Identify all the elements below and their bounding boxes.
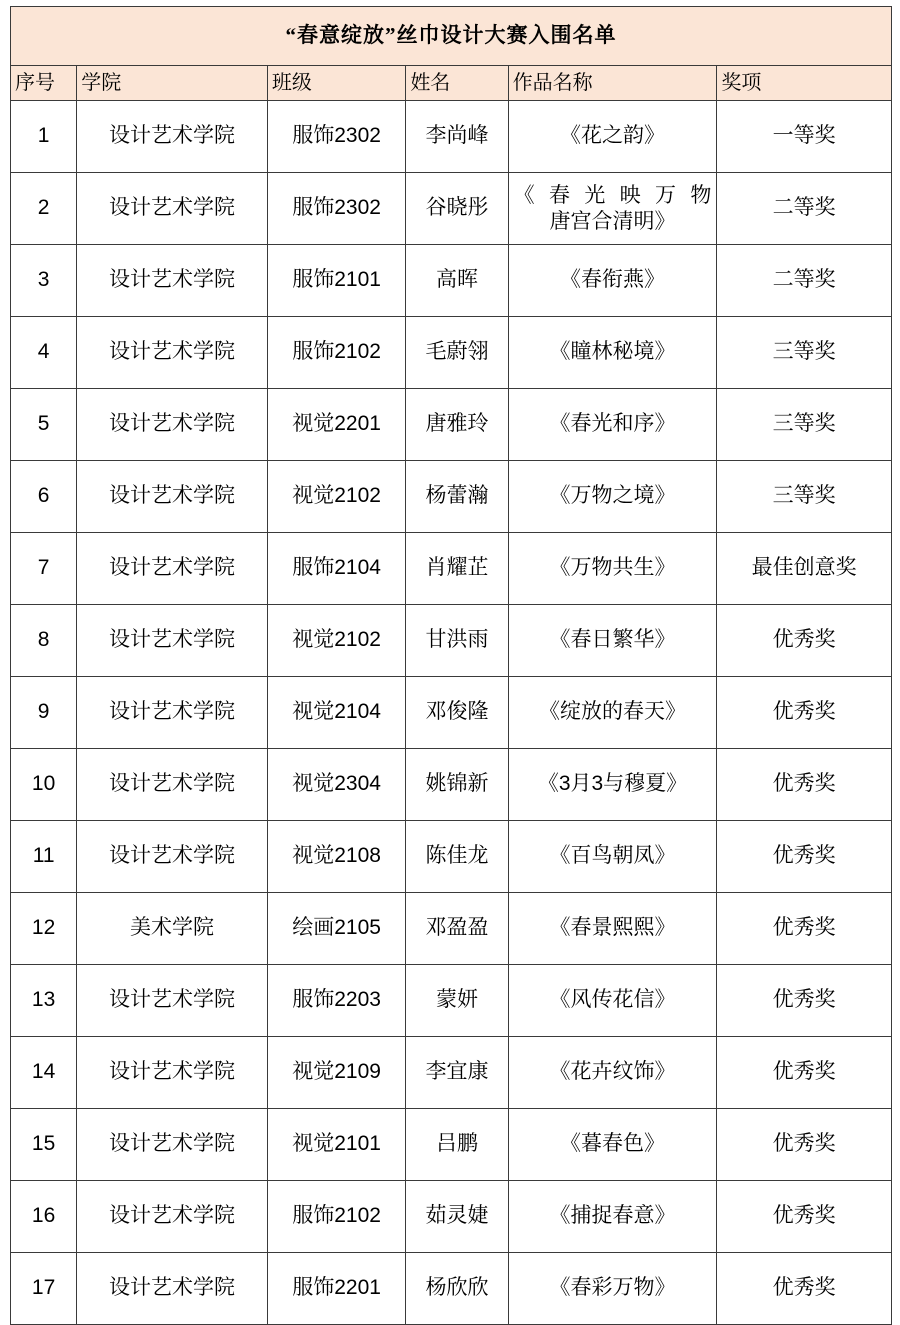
- cell-class: 视觉2102: [267, 605, 405, 677]
- cell-name: 李尚峰: [406, 101, 508, 173]
- cell-name: 杨欣欣: [406, 1253, 508, 1325]
- cell-work: 《百鸟朝凤》: [508, 821, 717, 893]
- table-row: [11, 317, 892, 389]
- cell-class: 服饰2302: [267, 101, 405, 173]
- cell-college: 设计艺术学院: [77, 1253, 268, 1325]
- cell-work: 《暮春色》: [508, 1109, 717, 1181]
- cell-college: 设计艺术学院: [77, 101, 268, 173]
- cell-no: 10: [11, 749, 77, 821]
- cell-work: 《春景熙熙》: [508, 893, 717, 965]
- cell-no: 12: [11, 893, 77, 965]
- table-row: [11, 605, 892, 677]
- column-header-award: 奖项: [717, 66, 892, 101]
- table-row: [11, 245, 892, 317]
- cell-college: 设计艺术学院: [77, 389, 268, 461]
- cell-work-line2: 唐宫合清明》: [549, 209, 676, 233]
- cell-name: 茹灵婕: [406, 1181, 508, 1253]
- page-title: “春意绽放”丝巾设计大赛入围名单: [11, 7, 892, 66]
- column-header-no: 序号: [11, 66, 77, 101]
- cell-work: 《花之韵》: [508, 101, 717, 173]
- cell-no: 11: [11, 821, 77, 893]
- cell-award: 优秀奖: [717, 677, 892, 749]
- cell-work: 《春衔燕》: [508, 245, 717, 317]
- cell-class: 视觉2104: [267, 677, 405, 749]
- cell-award: 优秀奖: [717, 605, 892, 677]
- cell-no: 6: [11, 461, 77, 533]
- cell-college: 设计艺术学院: [77, 677, 268, 749]
- title-row: [11, 7, 892, 66]
- cell-class: 服饰2102: [267, 317, 405, 389]
- cell-work: 《3月3与穆夏》: [508, 749, 717, 821]
- cell-name: 高晖: [406, 245, 508, 317]
- cell-college: 设计艺术学院: [77, 605, 268, 677]
- cell-college: 设计艺术学院: [77, 1181, 268, 1253]
- cell-name: 邓盈盈: [406, 893, 508, 965]
- cell-work: 《万物共生》: [508, 533, 717, 605]
- table-row: [11, 173, 892, 245]
- table-row: [11, 1037, 892, 1109]
- cell-award: 优秀奖: [717, 1253, 892, 1325]
- cell-class: 视觉2102: [267, 461, 405, 533]
- cell-award: 优秀奖: [717, 1109, 892, 1181]
- cell-work: 《春彩万物》: [508, 1253, 717, 1325]
- cell-award: 二等奖: [717, 173, 892, 245]
- finalists-table: [10, 6, 892, 1325]
- cell-award: 最佳创意奖: [717, 533, 892, 605]
- cell-no: 17: [11, 1253, 77, 1325]
- cell-class: 视觉2201: [267, 389, 405, 461]
- cell-no: 2: [11, 173, 77, 245]
- cell-class: 服饰2102: [267, 1181, 405, 1253]
- table-row: [11, 461, 892, 533]
- cell-no: 4: [11, 317, 77, 389]
- cell-no: 16: [11, 1181, 77, 1253]
- cell-class: 服饰2101: [267, 245, 405, 317]
- cell-college: 设计艺术学院: [77, 245, 268, 317]
- column-header-name: 姓名: [406, 66, 508, 101]
- cell-name: 谷晓彤: [406, 173, 508, 245]
- table-row: [11, 749, 892, 821]
- cell-name: 陈佳龙: [406, 821, 508, 893]
- cell-class: 视觉2101: [267, 1109, 405, 1181]
- cell-college: 设计艺术学院: [77, 173, 268, 245]
- cell-name: 毛蔚翎: [406, 317, 508, 389]
- column-header-college: 学院: [77, 66, 268, 101]
- cell-work: 《花卉纹饰》: [508, 1037, 717, 1109]
- cell-work: 《捕捉春意》: [508, 1181, 717, 1253]
- cell-work-line1: 《 春 光 映 万 物: [513, 184, 712, 208]
- cell-award: 优秀奖: [717, 1181, 892, 1253]
- cell-work: 《春日繁华》: [508, 605, 717, 677]
- table-row: [11, 1181, 892, 1253]
- cell-no: 7: [11, 533, 77, 605]
- cell-work: 《风传花信》: [508, 965, 717, 1037]
- cell-award: 三等奖: [717, 461, 892, 533]
- cell-class: 服饰2104: [267, 533, 405, 605]
- cell-work: 《绽放的春天》: [508, 677, 717, 749]
- cell-college: 设计艺术学院: [77, 821, 268, 893]
- cell-work: 《瞳林秘境》: [508, 317, 717, 389]
- column-header-class: 班级: [267, 66, 405, 101]
- cell-award: 一等奖: [717, 101, 892, 173]
- cell-no: 5: [11, 389, 77, 461]
- cell-work: [508, 173, 717, 245]
- cell-name: 杨蕾瀚: [406, 461, 508, 533]
- cell-class: 服饰2201: [267, 1253, 405, 1325]
- cell-award: 优秀奖: [717, 749, 892, 821]
- cell-work: 《万物之境》: [508, 461, 717, 533]
- cell-class: 视觉2109: [267, 1037, 405, 1109]
- cell-name: 邓俊隆: [406, 677, 508, 749]
- cell-award: 优秀奖: [717, 893, 892, 965]
- cell-award: 优秀奖: [717, 965, 892, 1037]
- cell-name: 姚锦新: [406, 749, 508, 821]
- cell-award: 优秀奖: [717, 821, 892, 893]
- cell-college: 美术学院: [77, 893, 268, 965]
- cell-name: 唐雅玲: [406, 389, 508, 461]
- cell-college: 设计艺术学院: [77, 1037, 268, 1109]
- cell-award: 二等奖: [717, 245, 892, 317]
- table-row: [11, 893, 892, 965]
- cell-name: 甘洪雨: [406, 605, 508, 677]
- cell-college: 设计艺术学院: [77, 317, 268, 389]
- cell-college: 设计艺术学院: [77, 461, 268, 533]
- table-row: [11, 533, 892, 605]
- cell-class: 服饰2203: [267, 965, 405, 1037]
- cell-no: 9: [11, 677, 77, 749]
- table-row: [11, 677, 892, 749]
- table-row: [11, 821, 892, 893]
- table-row: [11, 965, 892, 1037]
- cell-college: 设计艺术学院: [77, 1109, 268, 1181]
- table-header-row: [11, 66, 892, 101]
- cell-award: 三等奖: [717, 317, 892, 389]
- cell-no: 14: [11, 1037, 77, 1109]
- cell-work: 《春光和序》: [508, 389, 717, 461]
- cell-class: 视觉2304: [267, 749, 405, 821]
- cell-college: 设计艺术学院: [77, 533, 268, 605]
- table-row: [11, 1253, 892, 1325]
- cell-award: 三等奖: [717, 389, 892, 461]
- cell-class: 视觉2108: [267, 821, 405, 893]
- cell-name: 李宜康: [406, 1037, 508, 1109]
- table-row: [11, 389, 892, 461]
- cell-college: 设计艺术学院: [77, 965, 268, 1037]
- cell-no: 3: [11, 245, 77, 317]
- cell-name: 肖耀芷: [406, 533, 508, 605]
- cell-name: 蒙妍: [406, 965, 508, 1037]
- cell-no: 15: [11, 1109, 77, 1181]
- column-header-work: 作品名称: [508, 66, 717, 101]
- cell-class: 绘画2105: [267, 893, 405, 965]
- cell-college: 设计艺术学院: [77, 749, 268, 821]
- cell-name: 吕鹏: [406, 1109, 508, 1181]
- cell-no: 13: [11, 965, 77, 1037]
- table-row: [11, 101, 892, 173]
- cell-class: 服饰2302: [267, 173, 405, 245]
- cell-no: 8: [11, 605, 77, 677]
- cell-no: 1: [11, 101, 77, 173]
- table-row: [11, 1109, 892, 1181]
- cell-award: 优秀奖: [717, 1037, 892, 1109]
